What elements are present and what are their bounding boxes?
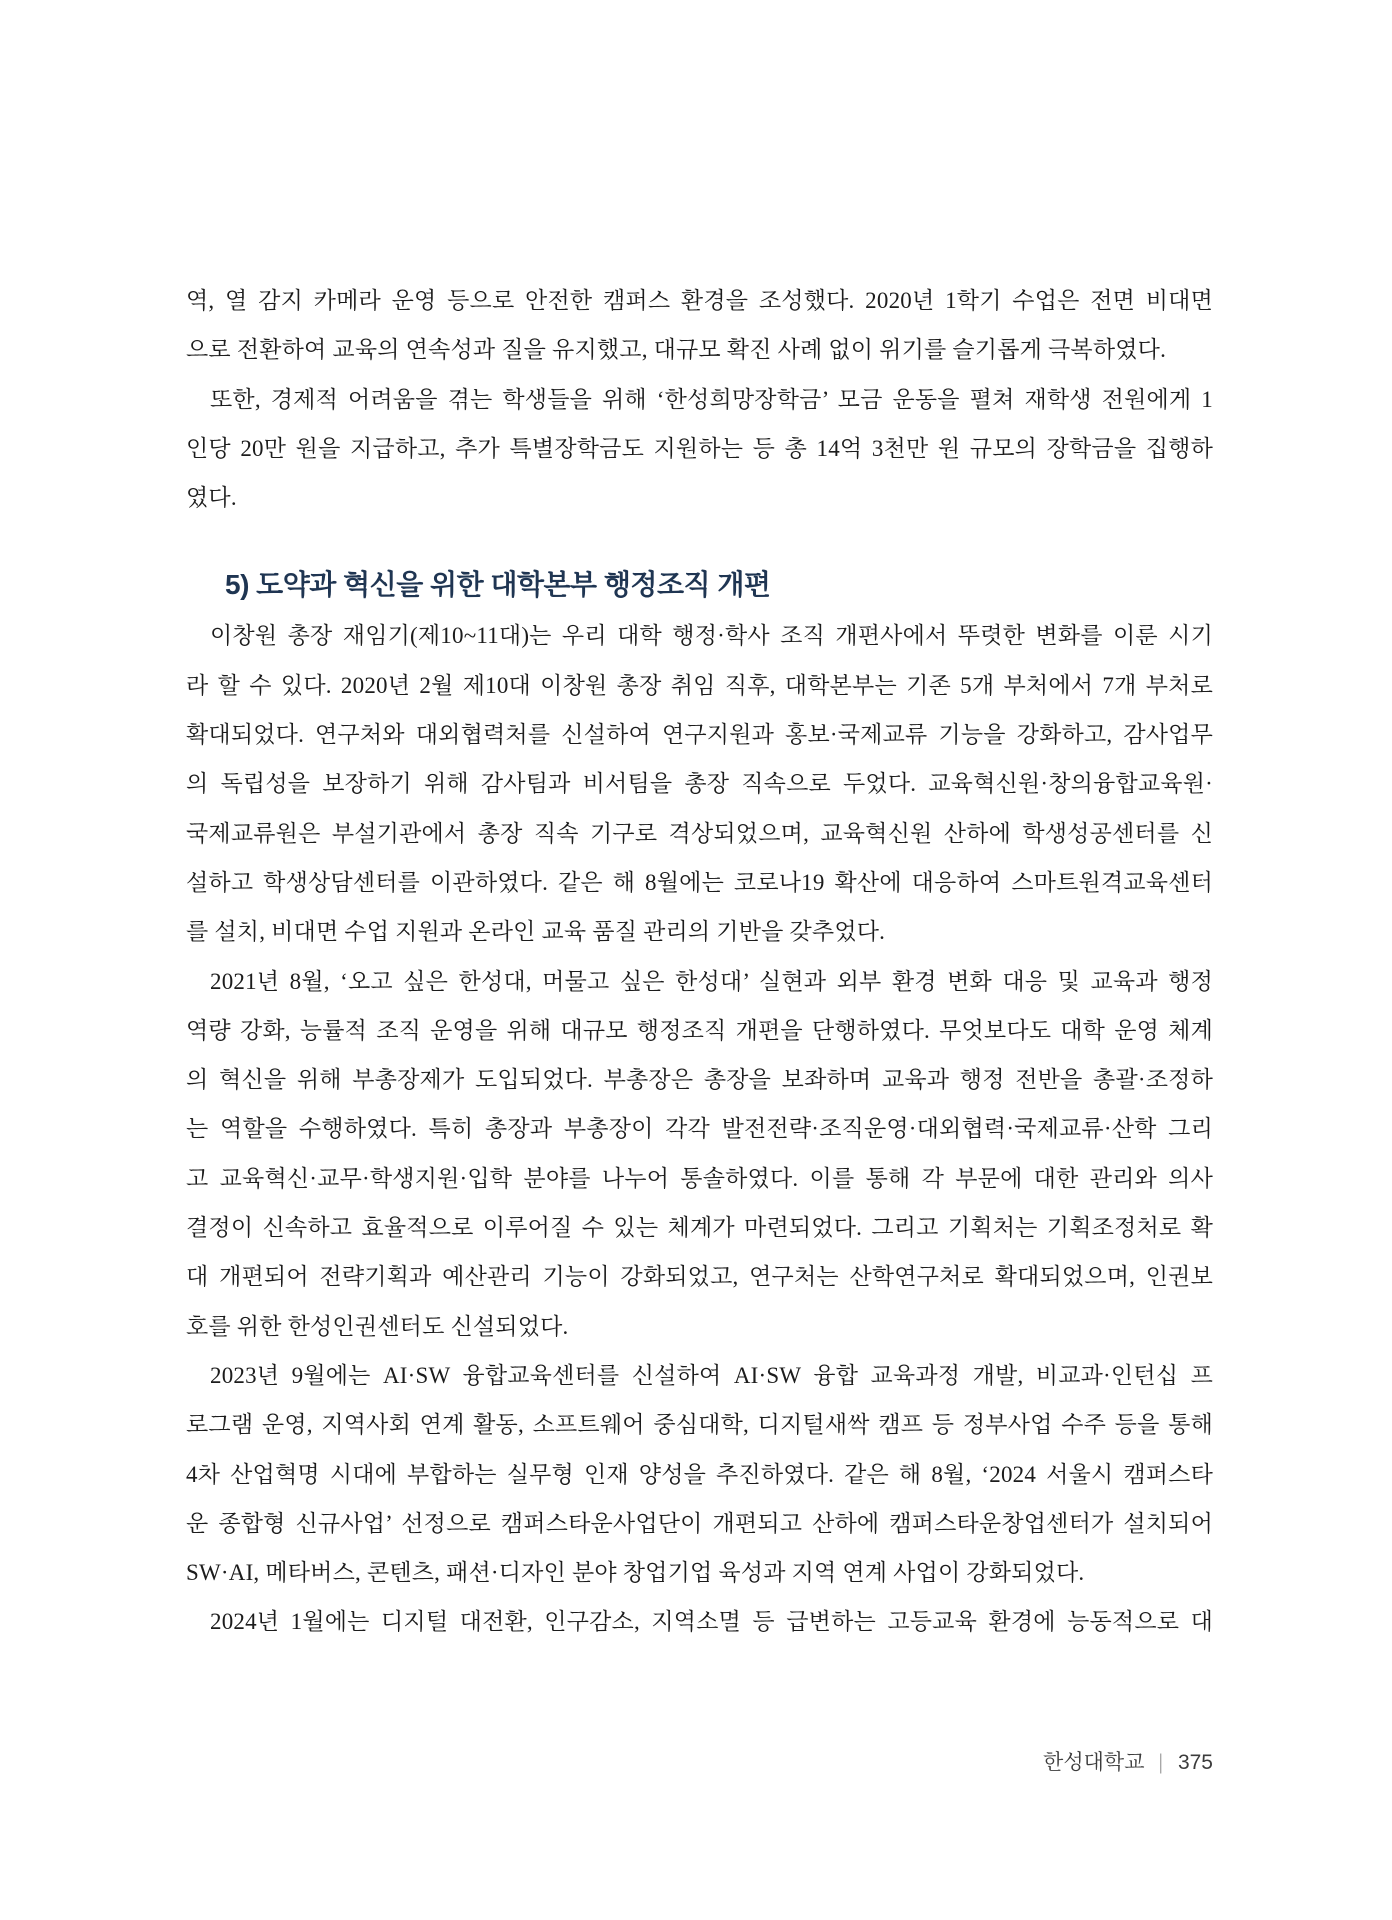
text-line: 또한, 경제적 어려움을 겪는 학생들을 위해 ‘한성희망장학금’ 모금 운동을 펼쳐 재학생 전원에게 1 (210, 386, 1213, 412)
text-line: 호를 위한 한성인권센터도 신설되었다. (186, 1313, 569, 1339)
text-line: 이창원 총장 재임기(제10~11대)는 우리 대학 행정·학사 조직 개편사에서 뚜렷한 변화를 이룬 시기 (210, 623, 1213, 649)
text-line: 의 혁신을 위해 부총장제가 도입되었다. 부총장은 총장을 보좌하며 교육과 행정 전반을 총괄·조정하 (186, 1067, 1213, 1093)
footer-page-number: 375 (1177, 1751, 1213, 1774)
section-heading: 5) 도약과 혁신을 위한 대학본부 행정조직 개편 (225, 569, 771, 601)
text-line: 라 할 수 있다. 2020년 2월 제10대 이창원 총장 취임 직후, 대학본부는 기존 5개 부처에서 7개 부처로 (186, 672, 1213, 698)
text-line: 역량 강화, 능률적 조직 운영을 위해 대규모 행정조직 개편을 단행하였다. 무엇보다도 대학 운영 체계 (186, 1017, 1213, 1043)
text-line: 결정이 신속하고 효율적으로 이루어질 수 있는 체계가 마련되었다. 그리고 기획처는 기획조정처로 확 (186, 1215, 1213, 1241)
text-line: 으로 전환하여 교육의 연속성과 질을 유지했고, 대규모 확진 사례 없이 위기를 슬기롭게 극복하였다. (186, 337, 1167, 363)
text-line: 는 역할을 수행하였다. 특히 총장과 부총장이 각각 발전전략·조직운영·대외협력·국제교류·산학 그리 (186, 1116, 1213, 1142)
text-line: 4차 산업혁명 시대에 부합하는 실무형 인재 양성을 추진하였다. 같은 해 8월, ‘2024 서울시 캠퍼스타 (186, 1461, 1213, 1487)
text-line: 2024년 1월에는 디지털 대전환, 인구감소, 지역소멸 등 급변하는 고등교육 환경에 능동적으로 대 (210, 1609, 1213, 1635)
text-line: 설하고 학생상담센터를 이관하였다. 같은 해 8월에는 코로나19 확산에 대응하여 스마트원격교육센터 (186, 869, 1213, 895)
footer-school-name: 한성대학교 (1043, 1751, 1145, 1774)
text-line: 역, 열 감지 카메라 운영 등으로 안전한 캠퍼스 환경을 조성했다. 2020년 1학기 수업은 전면 비대면 (186, 288, 1213, 313)
footer-divider: | (1159, 1751, 1163, 1774)
text-line: 를 설치, 비대면 수업 지원과 온라인 교육 품질 관리의 기반을 갖추었다. (186, 919, 886, 945)
text-line: 대 개편되어 전략기획과 예산관리 기능이 강화되었고, 연구처는 산학연구처로 확대되었으며, 인권보 (186, 1264, 1213, 1290)
text-line: 국제교류원은 부설기관에서 총장 직속 기구로 격상되었으며, 교육혁신원 산하에 학생성공센터를 신 (186, 820, 1213, 846)
text-line: 2023년 9월에는 AI·SW 융합교육센터를 신설하여 AI·SW 융합 교육과정 개발, 비교과·인턴십 프 (210, 1362, 1213, 1388)
page-footer (1043, 1748, 1213, 1778)
text-line: 확대되었다. 연구처와 대외협력처를 신설하여 연구지원과 홍보·국제교류 기능을 강화하고, 감사업무 (186, 722, 1213, 748)
text-line: 였다. (186, 485, 237, 511)
text-line: SW·AI, 메타버스, 콘텐츠, 패션·디자인 분야 창업기업 육성과 지역 연계 사업이 강화되었다. (186, 1560, 1085, 1586)
body-text (186, 276, 1213, 1647)
text-line: 고 교육혁신·교무·학생지원·입학 분야를 나누어 통솔하였다. 이를 통해 각 부문에 대한 관리와 의사 (186, 1165, 1213, 1191)
text-line: 운 종합형 신규사업’ 선정으로 캠퍼스타운사업단이 개편되고 산하에 캠퍼스타운창업센터가 설치되어 (186, 1510, 1213, 1536)
text-line: 의 독립성을 보장하기 위해 감사팀과 비서팀을 총장 직속으로 두었다. 교육혁신원·창의융합교육원· (186, 771, 1213, 797)
text-line: 2021년 8월, ‘오고 싶은 한성대, 머물고 싶은 한성대’ 실현과 외부 환경 변화 대응 및 교육과 행정 (210, 968, 1213, 994)
text-line: 인당 20만 원을 지급하고, 추가 특별장학금도 지원하는 등 총 14억 3천만 원 규모의 장학금을 집행하 (186, 435, 1213, 461)
text-line: 로그램 운영, 지역사회 연계 활동, 소프트웨어 중심대학, 디지털새싹 캠프 등 정부사업 수주 등을 통해 (186, 1412, 1213, 1438)
